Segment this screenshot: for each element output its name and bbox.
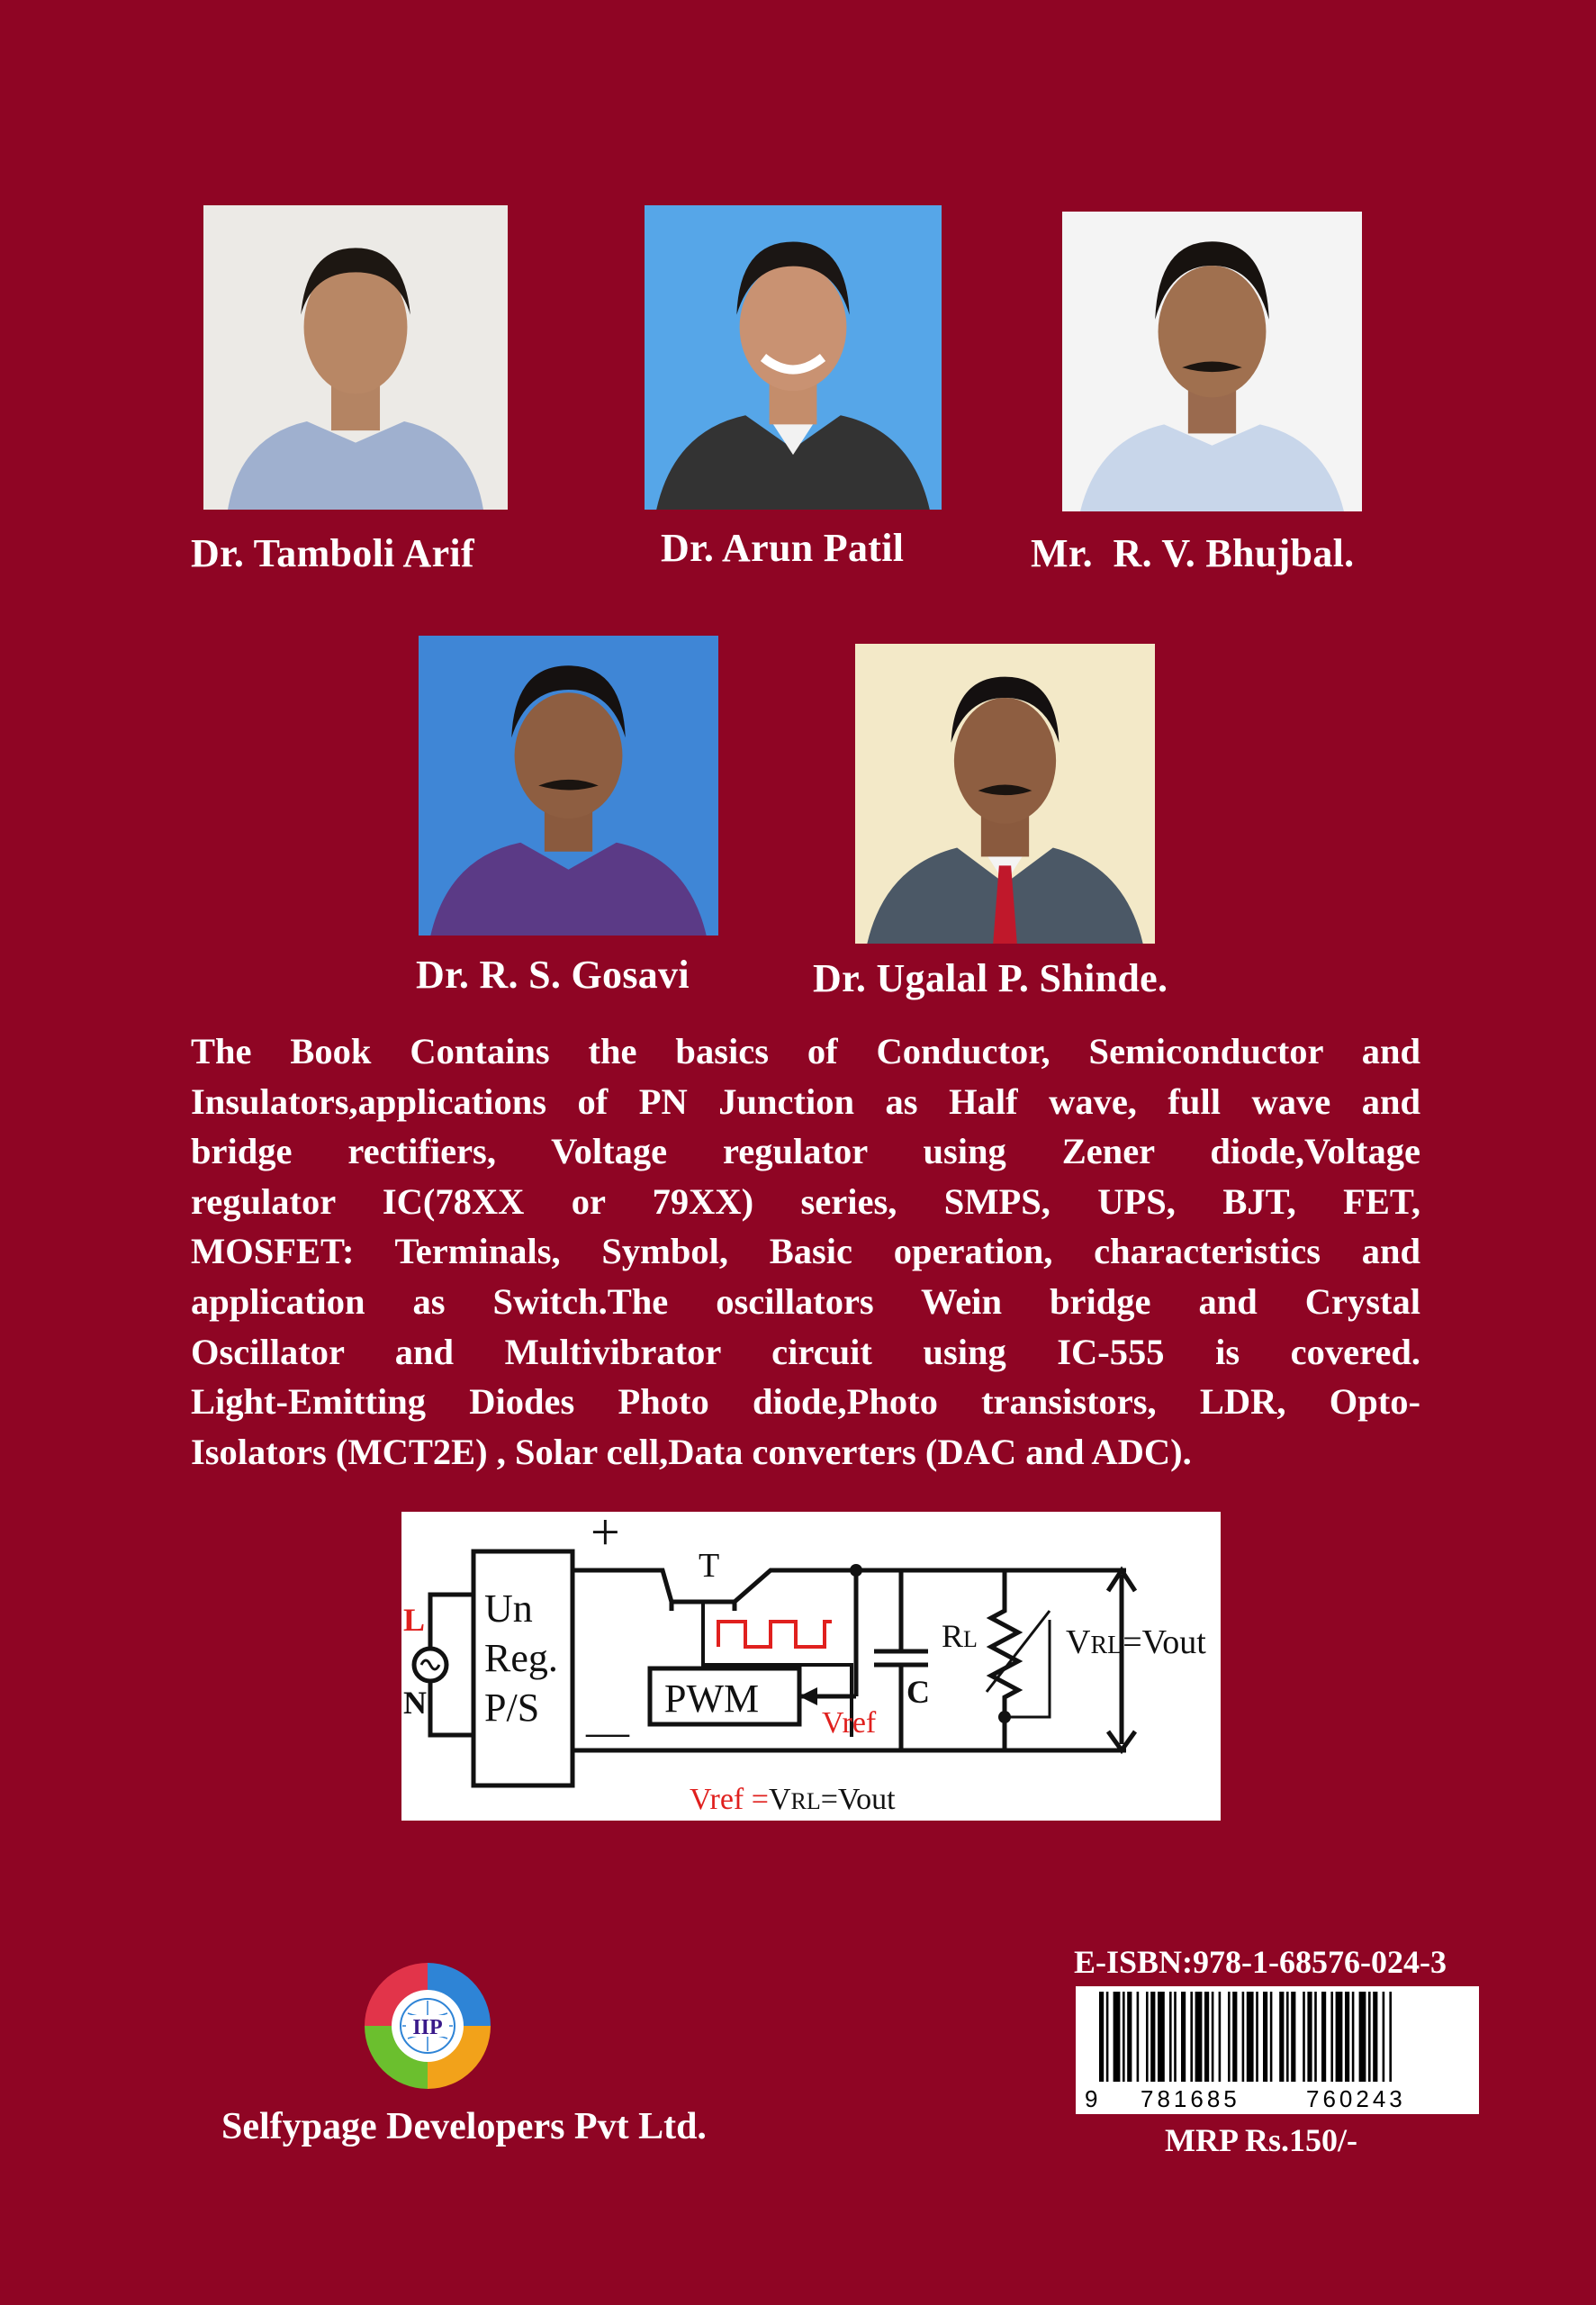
author-name-tamboli-arif: Dr. Tamboli Arif (191, 531, 474, 575)
barcode-bar (1195, 1992, 1203, 2082)
barcode-bar (1219, 1992, 1222, 2082)
barcode-bar (1232, 1992, 1237, 2082)
description-line: application as Switch.The oscillators Wein bridge and Crystal (191, 1281, 1420, 1322)
barcode-bar (1127, 1992, 1132, 2082)
portrait-placeholder-icon (419, 636, 718, 936)
barcode-bar (1256, 1992, 1258, 2082)
isbn-barcode (1076, 1986, 1479, 2114)
barcode-bar (1150, 1992, 1155, 2082)
barcode-bar (1321, 1992, 1326, 2082)
barcode-bar (1114, 1992, 1121, 2082)
barcode-bar (1099, 1992, 1104, 2082)
barcode-bar (1383, 1992, 1385, 2082)
line-label: L (403, 1602, 426, 1638)
barcode-bar (1146, 1992, 1149, 2082)
neutral-label: N (403, 1685, 427, 1721)
author-name-rv-bhujbal: Mr. R. V. Bhujbal. (1031, 531, 1355, 575)
author-name-arun-patil: Dr. Arun Patil (661, 526, 905, 570)
publisher-name: Selfypage Developers Pvt Ltd. (221, 2106, 707, 2147)
barcode-bar (1212, 1992, 1214, 2082)
description-line: MOSFET: Terminals, Symbol, Basic operation, characteristics and (191, 1231, 1420, 1272)
portrait-placeholder-icon (855, 644, 1155, 944)
publisher-logo (356, 1954, 500, 2098)
description-line: Isolators (MCT2E) , Solar cell,Data converters (DAC and ADC). (191, 1431, 1192, 1472)
barcode-bar (1368, 1992, 1371, 2082)
portrait-placeholder-icon (1062, 212, 1362, 511)
circuit-schematic (401, 1512, 1221, 1821)
load-resistor-label: RL (942, 1618, 978, 1654)
author-photo-arun-patil (645, 205, 942, 510)
barcode-bar (1169, 1992, 1172, 2082)
author-photo-rs-gosavi (419, 636, 718, 936)
author-name-ugalal-shinde: Dr. Ugalal P. Shinde. (813, 956, 1168, 1000)
minus-sign: — (586, 1708, 629, 1756)
pwm-label: PWM (664, 1677, 760, 1721)
barcode-bar (1263, 1992, 1267, 2082)
description-line: The Book Contains the basics of Conductor, Semiconductor and (191, 1031, 1420, 1071)
description-line: Oscillator and Multivibrator circuit using IC-555 is covered. (191, 1331, 1420, 1372)
barcode-bar (1389, 1992, 1392, 2082)
barcode-bar (1330, 1992, 1333, 2082)
author-name-rs-gosavi: Dr. R. S. Gosavi (416, 953, 690, 997)
barcode-icon (1076, 1986, 1479, 2114)
description-line: Light-Emitting Diodes Photo diode,Photo transistors, LDR, Opto- (191, 1381, 1420, 1423)
barcode-bar (1336, 1992, 1343, 2082)
vref-label: Vref (822, 1706, 877, 1740)
equation-label: Vref =VRL=Vout (690, 1783, 896, 1816)
price-text: MRP Rs.150/- (1165, 2122, 1357, 2158)
author-photo-rv-bhujbal (1062, 212, 1362, 511)
barcode-bar (1314, 1992, 1317, 2082)
barcode-bar (1106, 1992, 1109, 2082)
barcode-bar (1228, 1992, 1231, 2082)
barcode-bar (1242, 1992, 1245, 2082)
barcode-bar (1270, 1992, 1273, 2082)
barcode-bar (1247, 1992, 1254, 2082)
transistor-label: T (699, 1547, 720, 1585)
barcode-bar (1137, 1992, 1140, 2082)
description-line: regulator IC(78XX or 79XX) series, SMPS, UPS, BJT, FET, (191, 1180, 1420, 1222)
block-label-line1: Un (484, 1586, 533, 1631)
barcode-bar (1352, 1992, 1355, 2082)
barcode-bar (1303, 1992, 1305, 2082)
barcode-bar (1174, 1992, 1177, 2082)
barcode-bar (1279, 1992, 1284, 2082)
isbn-text: E-ISBN:978-1-68576-024-3 (1074, 1944, 1447, 1980)
barcode-bar (1307, 1992, 1312, 2082)
barcode-right-digits: 760243 (1306, 2085, 1406, 2112)
barcode-bar (1286, 1992, 1289, 2082)
description-line: Insulators,applications of PN Junction as Half wave, full wave and (191, 1080, 1420, 1122)
vout-label: VRL=Vout (1066, 1623, 1206, 1661)
barcode-bar (1373, 1992, 1377, 2082)
block-label-line2: Reg. (484, 1636, 558, 1680)
author-photo-ugalal-shinde (855, 644, 1155, 944)
logo-initials: IIP (412, 2016, 443, 2039)
barcode-bar (1204, 1992, 1209, 2082)
barcode-bar (1158, 1992, 1165, 2082)
barcode-bar (1190, 1992, 1193, 2082)
barcode-bar (1291, 1992, 1295, 2082)
barcode-bar (1181, 1992, 1186, 2082)
barcode-bar (1359, 1992, 1366, 2082)
portrait-placeholder-icon (645, 205, 942, 510)
author-photo-tamboli-arif (203, 205, 508, 510)
plus-sign: + (591, 1512, 620, 1561)
barcode-first-digit: 9 (1085, 2085, 1098, 2112)
barcode-bar (1123, 1992, 1125, 2082)
description-line: bridge rectifiers, Voltage regulator using Zener diode,Voltage (191, 1131, 1420, 1172)
capacitor-label: C (906, 1674, 930, 1710)
smps-circuit-diagram (401, 1512, 1221, 1821)
barcode-bar (1345, 1992, 1349, 2082)
iip-logo-icon (356, 1954, 500, 2098)
block-label-line3: P/S (484, 1686, 540, 1730)
barcode-left-digits: 781685 (1141, 2085, 1240, 2112)
portrait-placeholder-icon (203, 205, 508, 510)
